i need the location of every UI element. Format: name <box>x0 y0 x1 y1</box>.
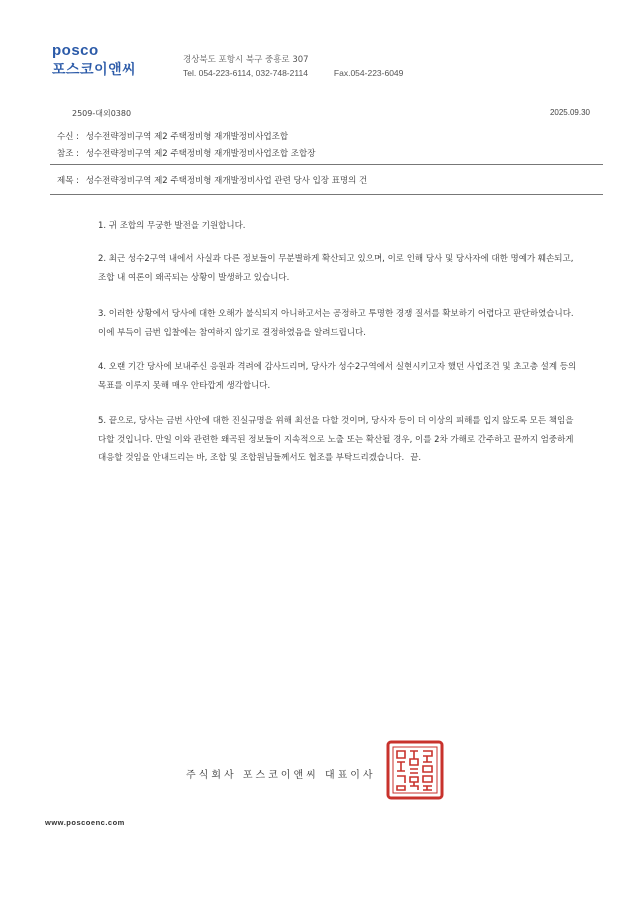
company-seal-icon <box>386 740 444 800</box>
divider <box>50 194 603 195</box>
reference-row <box>57 147 315 159</box>
document-date: 2025.09.30 <box>549 108 590 117</box>
body-paragraph-2: 2. 최근 성수2구역 내에서 사실과 다른 정보들이 무분별하게 확산되고 있으며, 이로 인해 당사 및 당사자에 대한 명예가 훼손되고, 조합 내 여론이 왜곡되는 상황이 발생하고 있습니다. <box>98 254 574 283</box>
telephone: Tel. 054-223-6114, 032-748-2114 <box>183 68 308 78</box>
company-contact <box>183 68 407 78</box>
subject-value: 성수전략정비구역 제2 주택정비형 재개발정비사업 관련 당사 입장 표명의 건 <box>85 176 368 186</box>
company-website: www.poscoenc.com <box>45 818 125 827</box>
body-paragraph-5 <box>98 412 578 468</box>
body-paragraph-4: 4. 오랜 기간 당사에 보내주신 응원과 격려에 감사드리며, 당사가 성수2구역에서 실현시키고자 했던 사업조건 및 초고층 설계 등의 목표를 이루지 못해 매우 안타깝게 생각합니다. <box>98 362 577 391</box>
body-paragraph-3: 3. 이러한 상황에서 당사에 대한 오해가 불식되지 아니하고서는 공정하고 투명한 경쟁 질서를 확보하기 어렵다고 판단하였습니다. 이에 부득이 금번 입찰에는 참여하지 않기로 결정하였음을 알려드립니다. <box>98 309 574 338</box>
company-address: 경상북도 포항시 북구 중흥로 307 <box>183 55 309 65</box>
body-paragraph-5-text: 5. 끝으로, 당사는 금번 사안에 대한 진실규명을 위해 최선을 다할 것이며, 당사자 등이 더 이상의 피해를 입지 않도록 모든 책임을 다할 것입니다. 만일 이와 관련한 왜곡된 정보들이 지속적으로 노출 또는 확산될 경우, 이를 2차 가해로 간주하고 끝까지 엄중하게 대응할 것임을 안내드리는 바, 조합 및 조합원님들께서도 협조를 부탁드리겠습니다. <box>98 416 574 463</box>
document-number: 2509-대외0380 <box>72 109 132 118</box>
recipient-value: 성수전략정비구역 제2 주택정비형 재개발정비사업조합 <box>85 132 289 142</box>
logo-wordmark-ko: 포스코이앤씨 <box>52 62 137 78</box>
reference-label: 참조 : <box>57 149 79 159</box>
company-logo <box>52 43 136 78</box>
reference-value: 성수전략정비구역 제2 주택정비형 재개발정비사업조합 조합장 <box>85 149 316 159</box>
fax: Fax.054-223-6049 <box>333 68 404 78</box>
subject-row <box>57 174 367 186</box>
recipient-label: 수신 : <box>57 132 79 142</box>
sender-signature-line: 주식회사 포스코이앤씨 대표이사 <box>186 770 376 781</box>
divider <box>50 164 603 165</box>
end-mark: 끝. <box>410 453 422 463</box>
logo-wordmark-en: posco <box>52 42 99 59</box>
subject-label: 제목 : <box>57 176 79 186</box>
body-paragraph-1: 1. 귀 조합의 무궁한 발전을 기원합니다. <box>98 221 246 231</box>
recipient-row <box>57 130 288 142</box>
